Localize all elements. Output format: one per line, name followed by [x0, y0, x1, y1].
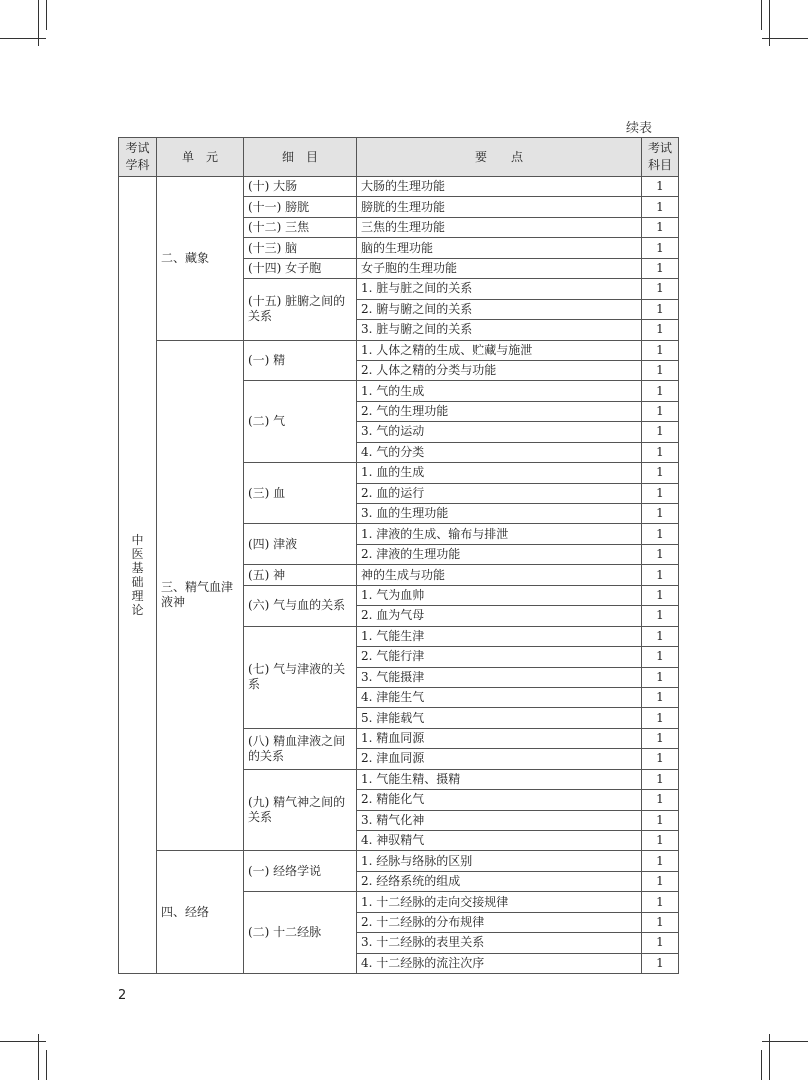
point-cell: 4. 十二经脉的流注次序	[357, 953, 642, 973]
point-cell: 三焦的生理功能	[357, 217, 642, 237]
level-cell: 1	[642, 504, 679, 524]
point-cell: 2. 血为气母	[357, 606, 642, 626]
item-cell: (十一) 膀胱	[244, 197, 357, 217]
point-cell: 2. 血的运行	[357, 483, 642, 503]
point-cell: 1. 气能生精、摄精	[357, 769, 642, 789]
point-cell: 1. 十二经脉的走向交接规律	[357, 892, 642, 912]
header-unit: 单 元	[157, 138, 244, 177]
item-cell: (十) 大肠	[244, 177, 357, 197]
item-cell: (一) 精	[244, 340, 357, 381]
crop-mark	[38, 0, 39, 46]
point-cell: 2. 经络系统的组成	[357, 871, 642, 891]
unit-cell: 四、经络	[157, 851, 244, 974]
page-number: 2	[118, 988, 127, 1003]
unit-cell: 三、精气血津液神	[157, 340, 244, 851]
point-cell: 4. 神驭精气	[357, 831, 642, 851]
item-cell: (九) 精气神之间的关系	[244, 769, 357, 851]
point-cell: 2. 气能行津	[357, 647, 642, 667]
point-cell: 1. 人体之精的生成、贮藏与施泄	[357, 340, 642, 360]
continued-label: 续表	[626, 121, 653, 136]
level-cell: 1	[642, 831, 679, 851]
point-cell: 2. 人体之精的分类与功能	[357, 360, 642, 380]
level-cell: 1	[642, 463, 679, 483]
level-cell: 1	[642, 401, 679, 421]
level-cell: 1	[642, 279, 679, 299]
level-cell: 1	[642, 769, 679, 789]
crop-mark	[0, 38, 46, 39]
point-cell: 3. 精气化神	[357, 810, 642, 830]
point-cell: 1. 气能生津	[357, 626, 642, 646]
point-cell: 1. 气为血帅	[357, 585, 642, 605]
crop-mark	[761, 0, 762, 30]
level-cell: 1	[642, 299, 679, 319]
header-point: 要 点	[357, 138, 642, 177]
item-cell: (十三) 脑	[244, 238, 357, 258]
level-cell: 1	[642, 381, 679, 401]
point-cell: 膀胱的生理功能	[357, 197, 642, 217]
point-cell: 2. 津液的生理功能	[357, 544, 642, 564]
point-cell: 4. 津能生气	[357, 687, 642, 707]
point-cell: 神的生成与功能	[357, 565, 642, 585]
point-cell: 2. 气的生理功能	[357, 401, 642, 421]
point-cell: 1. 津液的生成、输布与排泄	[357, 524, 642, 544]
level-cell: 1	[642, 238, 679, 258]
level-cell: 1	[642, 544, 679, 564]
item-cell: (六) 气与血的关系	[244, 585, 357, 626]
level-cell: 1	[642, 912, 679, 932]
point-cell: 1. 气的生成	[357, 381, 642, 401]
point-cell: 大肠的生理功能	[357, 177, 642, 197]
item-cell: (三) 血	[244, 463, 357, 524]
point-cell: 4. 气的分类	[357, 442, 642, 462]
level-cell: 1	[642, 667, 679, 687]
item-cell: (十二) 三焦	[244, 217, 357, 237]
point-cell: 2. 十二经脉的分布规律	[357, 912, 642, 932]
point-cell: 3. 气能摄津	[357, 667, 642, 687]
level-cell: 1	[642, 442, 679, 462]
level-cell: 1	[642, 647, 679, 667]
item-cell: (一) 经络学说	[244, 851, 357, 892]
level-cell: 1	[642, 871, 679, 891]
subject-cell: 中医基础理论	[119, 177, 157, 974]
header-item: 细 目	[244, 138, 357, 177]
level-cell: 1	[642, 217, 679, 237]
item-cell: (八) 精血津液之间的关系	[244, 728, 357, 769]
table-header-row	[119, 138, 679, 177]
point-cell: 3. 血的生理功能	[357, 504, 642, 524]
table-row	[119, 340, 679, 360]
level-cell: 1	[642, 810, 679, 830]
point-cell: 2. 精能化气	[357, 790, 642, 810]
point-cell: 1. 经脉与络脉的区别	[357, 851, 642, 871]
level-cell: 1	[642, 790, 679, 810]
level-cell: 1	[642, 749, 679, 769]
level-cell: 1	[642, 565, 679, 585]
item-cell: (四) 津液	[244, 524, 357, 565]
point-cell: 3. 十二经脉的表里关系	[357, 933, 642, 953]
item-cell: (十五) 脏腑之间的关系	[244, 279, 357, 340]
level-cell: 1	[642, 585, 679, 605]
level-cell: 1	[642, 320, 679, 340]
crop-mark	[762, 1041, 808, 1042]
level-cell: 1	[642, 177, 679, 197]
point-cell: 1. 脏与脏之间的关系	[357, 279, 642, 299]
level-cell: 1	[642, 687, 679, 707]
level-cell: 1	[642, 933, 679, 953]
item-cell: (七) 气与津液的关系	[244, 626, 357, 728]
point-cell: 1. 精血同源	[357, 728, 642, 748]
point-cell: 3. 脏与腑之间的关系	[357, 320, 642, 340]
point-cell: 脑的生理功能	[357, 238, 642, 258]
level-cell: 1	[642, 524, 679, 544]
header-subject: 考试学科	[119, 138, 157, 177]
crop-mark	[0, 1041, 46, 1042]
point-cell: 2. 腑与腑之间的关系	[357, 299, 642, 319]
unit-cell: 二、藏象	[157, 177, 244, 341]
point-cell: 3. 气的运动	[357, 422, 642, 442]
level-cell: 1	[642, 483, 679, 503]
point-cell: 1. 血的生成	[357, 463, 642, 483]
level-cell: 1	[642, 953, 679, 973]
level-cell: 1	[642, 360, 679, 380]
item-cell: (二) 十二经脉	[244, 892, 357, 974]
crop-mark	[769, 0, 770, 46]
level-cell: 1	[642, 851, 679, 871]
crop-mark	[762, 38, 808, 39]
item-cell: (二) 气	[244, 381, 357, 463]
crop-mark	[46, 0, 47, 30]
level-cell: 1	[642, 258, 679, 278]
level-cell: 1	[642, 606, 679, 626]
level-cell: 1	[642, 892, 679, 912]
point-cell: 女子胞的生理功能	[357, 258, 642, 278]
header-level: 考试科目	[642, 138, 679, 177]
level-cell: 1	[642, 626, 679, 646]
syllabus-table	[118, 137, 679, 974]
point-cell: 2. 津血同源	[357, 749, 642, 769]
crop-mark	[761, 1050, 762, 1080]
level-cell: 1	[642, 422, 679, 442]
level-cell: 1	[642, 340, 679, 360]
item-cell: (五) 神	[244, 565, 357, 585]
table-row	[119, 177, 679, 197]
item-cell: (十四) 女子胞	[244, 258, 357, 278]
level-cell: 1	[642, 708, 679, 728]
point-cell: 5. 津能载气	[357, 708, 642, 728]
level-cell: 1	[642, 728, 679, 748]
crop-mark	[46, 1050, 47, 1080]
level-cell: 1	[642, 197, 679, 217]
table-row	[119, 851, 679, 871]
